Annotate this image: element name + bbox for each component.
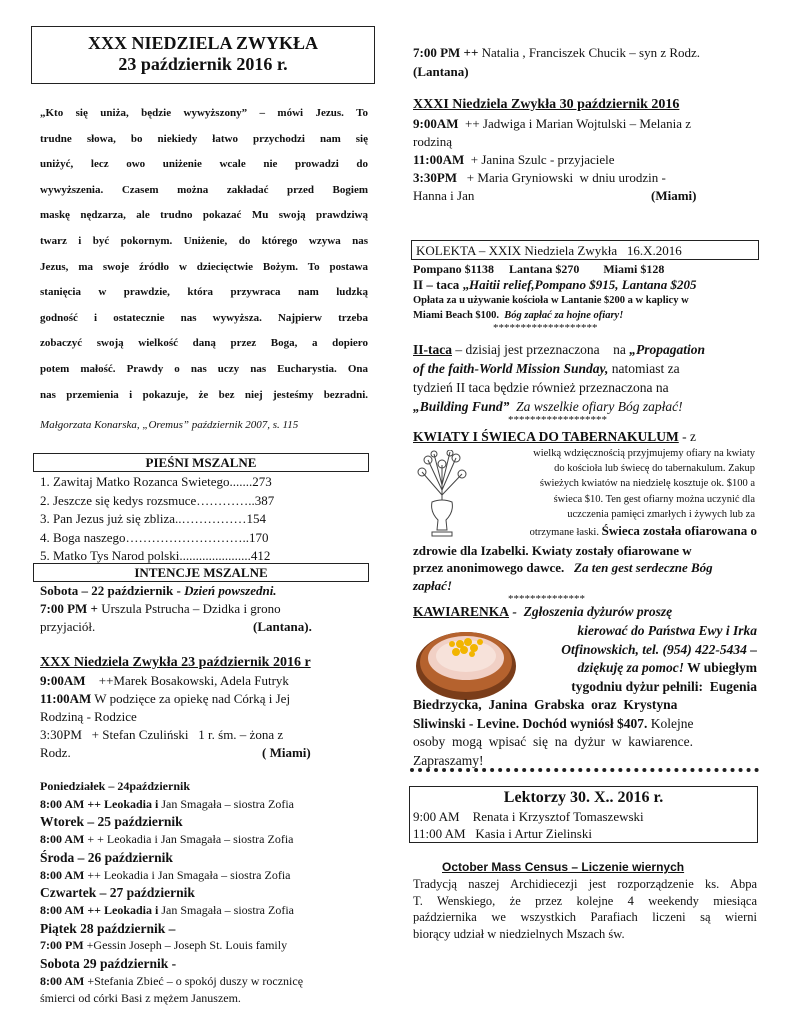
flowers-text <box>461 446 755 522</box>
reflection-line: maskę nędzarza, ale trudno pokazać Mu swoją prawdziwą <box>40 209 368 222</box>
lectors-heading: Lektorzy 30. X.. 2016 r. <box>503 789 664 806</box>
thursday-heading: Czwartek – 27 październik <box>40 885 195 901</box>
flowers-line: uczczenia pamięci zmarłych i żywych lub za <box>567 508 755 520</box>
reflection-line: nas przemienia i pokazuje, że bez niej jesteśmy bezradni. <box>40 388 368 401</box>
right-top-location: (Lantana) <box>413 64 469 79</box>
census-line: października we wszystkich Parafiach liczeni są wierni <box>413 910 757 925</box>
flowers-line: do kościoła lub świecę do tabernakulum. Zakup <box>554 463 755 475</box>
collection-line3: Opłata za u używanie kościoła w Lantanie $200 a w kaplicy w <box>413 295 689 306</box>
cafe-text: kierować do Państwa Ewy i Irka Otfinowskich, tel. (954) 422-5434 – dziękuję za pomoc! W ubiegłym tygodniu dyżur pełnili: Eugenia Biedrzycka, Janina Grabska oraz Krystyna Sliwinski - Levine. Dochód wyniósł $407. Kolejne osoby mogą wpisać się na dyżur w kawiarence. Zapraszamy! <box>413 623 757 768</box>
census-line: T. Wenskiego, że przez kolejne 4 weekendy miesiąca <box>413 893 757 908</box>
wednesday-heading: Środa – 26 październik <box>40 849 173 865</box>
reflection-line: godność i ostatecznie nas wywyższa. Najpierw trzeba <box>40 311 368 324</box>
reflection-line: potem małość. Prawdy o nas uczy nas Eucharystia. Ona <box>40 362 368 375</box>
sunday-31-line2: rodziną <box>413 134 452 149</box>
collection-heading-box <box>411 240 759 260</box>
dotted-divider <box>410 768 759 772</box>
intentions-heading: INTENCJE MSZALNE <box>134 565 268 580</box>
saturday-29-mass-line2: śmierci od córki Basi z mężem Januszem. <box>40 991 241 1006</box>
monday-heading: Poniedziałek – 24październik <box>40 779 190 793</box>
reflection-source: Małgorzata Konarska, „Oremus” październik 2007, s. 115 <box>40 419 299 431</box>
sunday-30-line2: 11:00AM W podzięce za opiekę nad Córką i Jej <box>40 691 291 706</box>
sunday-30-line4: 3:30PM + Stefan Czuliński 1 r. śm. – żona z <box>40 727 284 742</box>
title-line-2: 23 październik 2016 r. <box>118 54 288 74</box>
sunday-30-line5: Rodz. ( Miami) <box>40 745 311 760</box>
reflection-text <box>40 101 368 408</box>
songs-heading-box <box>33 453 369 472</box>
sunday-31-line3: 11:00AM + Janina Szulc - przyjaciele <box>413 152 615 167</box>
monday-mass: 8:00 AM ++ Leokadia i Jan Smagała – siostra Zofia <box>40 796 294 811</box>
title-box <box>31 26 375 84</box>
friday-mass: 7:00 PM +Gessin Joseph – Joseph St. Louis family <box>40 938 288 953</box>
tuesday-heading: Wtorek – 25 październik <box>40 814 183 830</box>
census-heading: October Mass Census – Liczenie wiernych <box>442 860 685 874</box>
sunday-31-line4: 3:30PM + Maria Gryniowski w dniu urodzin - <box>413 170 666 185</box>
sunday-31-line5: Hanna i Jan (Miami) <box>413 188 697 203</box>
sunday-31-line1: 9:00AM ++ Jadwiga i Marian Wojtulski – Melania z <box>413 116 692 131</box>
reflection-line: „Kto się uniża, będzie wywyższony” – mówi Jezus. To <box>40 107 368 119</box>
lectors-line2: 11:00 AM Kasia i Artur Zielinski <box>413 826 592 841</box>
song-item: 3. Pan Jezus już się zbliza..……………154 <box>40 511 267 527</box>
reflection-line: stanięcia w prawdzie, która przywraca nam ludzką <box>40 286 368 299</box>
reflection-line: twarz i być pokornym. Uniżenie, do którego wzywa nas <box>40 234 368 247</box>
flowers-line: wielką wdzięcznością przyjmujemy ofiary na kwiaty <box>533 448 755 459</box>
song-item: 1. Zawitaj Matko Rozanca Swietego.......273 <box>40 474 272 489</box>
intentions-heading-box <box>33 563 369 582</box>
collection-line2: II – taca „Haitii relief,Pompano $915, Lantana $205 <box>413 277 697 292</box>
wednesday-mass: 8:00 AM ++ Leokadia i Jan Smagała – siostra Zofia <box>40 867 291 882</box>
second-collection: II-taca – dzisiaj jest przeznaczona na „Propagation of the faith-World Mission Sunday, natomiast za tydzień II taca będzie również przeznaczona na „Building Fund” Za wszelkie ofiary Bóg zapłać! <box>413 342 706 414</box>
sunday-30-heading: XXX Niedziela Zwykła 23 październik 2016 r <box>40 655 311 670</box>
collection-heading: KOLEKTA – XXIX Niedziela Zwykła 16.X.2016 <box>416 243 682 258</box>
collection-line1: Pompano $1138 Lantana $270 Miami $128 <box>413 262 665 276</box>
songs-list <box>40 473 274 566</box>
thursday-mass: 8:00 AM ++ Leokadia i Jan Smagała – siostra Zofia <box>40 902 294 917</box>
census-line: biorący udział w niedzielnych Mszach św. <box>413 926 625 941</box>
flowers-heading-line: KWIATY I ŚWIECA DO TABERNAKULUM - z <box>413 429 697 444</box>
flowers-text-rest: otrzymane łaski. Świeca została ofiarowana o zdrowie dla Izabelki. Kwiaty zostały ofiarowane w przez anonimowego dawce. Za ten gest serdeczne Bóg zapłać! <box>413 523 757 593</box>
songs-heading: PIEŚNI MSZALNE <box>145 455 257 470</box>
collection-stars: ******************* <box>493 322 598 334</box>
saturday-22-mass-line2: przyjaciół. (Lantana). <box>40 619 312 634</box>
flowers-line: świeżych kwiatów na niedzielę kosztuje ok. $100 a <box>539 478 755 490</box>
collection-line4: Miami Beach $100. Bóg zapłać za hojne ofiary! <box>413 310 624 321</box>
reflection-line: wywyższenia. Czasem można zakładać przed Bogiem <box>40 183 368 196</box>
census-text <box>413 876 757 942</box>
saturday-22-mass: 7:00 PM + Urszula Pstrucha – Dzidka i grono <box>40 601 281 616</box>
saturday-22-heading: Sobota – 22 październik - Dzień powszedni. <box>40 583 277 598</box>
friday-heading: Piątek 28 październik – <box>40 920 176 936</box>
song-item: 5. Matko Tys Narod polski......................412 <box>40 548 271 564</box>
title-line-1: XXX NIEDZIELA ZWYKŁA <box>87 33 319 53</box>
right-top-mass: 7:00 PM ++ Natalia , Franciszek Chucik – syn z Rodz. <box>413 45 701 60</box>
lectors-line1: 9:00 AM Renata i Krzysztof Tomaszewski <box>413 809 644 824</box>
reflection-line: Jezus, ma swoje źródło w dziecięctwie Bożym. To postawa <box>40 260 368 273</box>
flowers-stars: ************** <box>508 593 585 605</box>
reflection-line: zobaczyć swoją wielkość daną przez Boga, a dopiero <box>40 337 368 350</box>
sunday-30-line1: 9:00AM ++Marek Bosakowski, Adela Futryk <box>40 673 289 688</box>
sunday-31-heading: XXXI Niedziela Zwykła 30 październik 2016 <box>413 97 680 112</box>
lectors-box <box>409 786 758 843</box>
second-collection-stars: ****************** <box>508 414 607 426</box>
weekday-masses <box>40 778 303 1008</box>
cafe-heading-line: KAWIARENKA - Zgłoszenia dyżurów proszę <box>413 604 673 619</box>
sunday-30-line3: Rodziną - Rodzice <box>40 709 137 724</box>
reflection-line: trudne słowa, bo niekiedy łatwo przychodzi nam się <box>40 132 368 145</box>
flowers-line: świeca $10. Ten gest ofiarny można uczynić dla <box>553 493 755 505</box>
tuesday-mass: 8:00 AM + + Leokadia i Jan Smagała – siostra Zofia <box>40 832 294 847</box>
song-item: 4. Boga naszego………………………..170 <box>40 529 269 545</box>
reflection-line: uniżyć, lecz owo uniżenie wcale nie prowadzi do <box>40 158 368 171</box>
census-line: Tradycją naszej Archidiecezji jest rozporządzenie ks. Abpa <box>413 877 757 891</box>
song-item: 2. Jeszcze się kedys rozsmuce…………..387 <box>40 492 275 508</box>
saturday-29-heading: Sobota 29 październik - <box>40 956 177 972</box>
saturday-29-mass: 8:00 AM +Stefania Zbieć – o spokój duszy w rocznicę <box>40 973 304 988</box>
